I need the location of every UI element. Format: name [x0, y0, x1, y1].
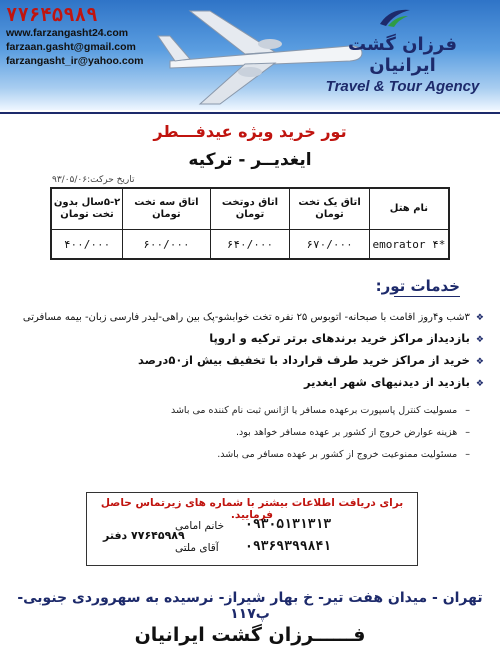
tour-title: تور خرید ویژه عیدفـــطر	[153, 122, 347, 141]
price-triple: ۶۰۰/۰۰۰	[123, 230, 211, 260]
contact-phone-1[interactable]: ۰۹۳۰۵۱۳۱۳۱۳	[245, 517, 332, 532]
service-text: ۳شب و۴روز اقامت با صبحانه- اتوبوس ۲۵ نفره تخت خوابشو-پک بین راهی-لیدر فارسی زبان- بیمه مسافرتی	[22, 312, 470, 323]
dash-icon: –	[465, 405, 470, 416]
bullet-icon: ❖	[475, 335, 484, 345]
departure-date: تاریخ حرکت:۹۳/۰۵/۰۶	[52, 175, 135, 185]
tour-destination: ایغدیــر - ترکیه	[188, 150, 312, 170]
brand-name-fa: فرزان گشت ایرانیان	[348, 34, 457, 76]
note-text: هزینه عوارض خروج از کشور بر عهده مسافر خواهد بود.	[236, 427, 458, 438]
bullet-icon: ❖	[475, 357, 484, 367]
header-banner	[0, 0, 500, 110]
bullet-icon: ❖	[475, 313, 484, 323]
note-text: مسولیت کنترل پاسپورت برعهده مسافر یا اژانس ثبت نام کننده می باشد	[170, 405, 458, 416]
list-item	[14, 328, 484, 350]
service-text: بازدید از دیدنیهای شهر ایغدیر	[303, 375, 470, 389]
header-phone: ۷۷۶۴۵۹۸۹	[6, 4, 98, 26]
price-child: ۴۰۰/۰۰۰	[51, 230, 123, 260]
list-item	[14, 372, 484, 394]
header-single: اتاق یک تخت تومان	[290, 188, 370, 230]
email-gmail[interactable]: farzaan.gasht@gmail.com	[6, 41, 136, 53]
website-link[interactable]: www.farzangasht24.com	[6, 27, 129, 39]
service-text: خرید از مراکز خرید طرف قرارداد با تخفیف بیش از۵۰درصد	[138, 353, 470, 367]
contact-box	[86, 492, 418, 566]
table-row	[51, 230, 449, 260]
price-table	[50, 187, 450, 260]
footer-brand-name: فــــــرزان گشت ایرانیان	[134, 624, 366, 646]
contact-box-title: برای دریافت اطلاعات بیشتر با شماره های زیرتماس حاصل فرمایید.	[100, 497, 404, 521]
price-double: ۶۴۰/۰۰۰	[210, 230, 290, 260]
header-triple: اتاق سه تخت تومان	[123, 188, 211, 230]
services-list	[14, 308, 484, 394]
brand-block	[315, 18, 490, 95]
contact-phone-2[interactable]: ۰۹۳۶۹۳۹۹۸۴۱	[245, 539, 332, 554]
contact-name-1: خانم امامی	[175, 520, 225, 532]
office-phone[interactable]: ۷۷۶۴۵۹۸۹ دفتر	[103, 529, 185, 542]
header-hotel: نام هتل	[369, 188, 449, 230]
table-header-row	[51, 188, 449, 230]
list-item	[14, 350, 484, 372]
services-underline	[394, 296, 460, 297]
contact-block	[6, 4, 206, 68]
services-heading: خدمات تور:	[375, 277, 460, 295]
list-item	[14, 308, 484, 328]
email-yahoo[interactable]: farzangasht_ir@yahoo.com	[6, 55, 144, 67]
header-child: ۵-۲سال بدون تخت تومان	[51, 188, 123, 230]
list-item	[30, 422, 470, 444]
service-text: بازدیداز مراکز خرید برندهای برتر ترکیه و اروپا	[209, 331, 470, 345]
list-item	[30, 444, 470, 466]
address: تهران - میدان هفت تیر- خ بهار شیراز- نرسیده به سهروردی جنوبی- پ۱۱۷	[17, 590, 483, 622]
divider	[0, 112, 500, 114]
dash-icon: –	[465, 449, 470, 460]
contact-name-2: آقای ملتی	[175, 542, 219, 554]
notes-list	[30, 400, 470, 466]
brand-name-en: Travel & Tour Agency	[325, 78, 480, 95]
bullet-icon: ❖	[475, 379, 484, 389]
list-item	[30, 400, 470, 422]
dash-icon: –	[465, 427, 470, 438]
note-text: مسئولیت ممنوعیت خروج از کشور بر عهده مسافر می باشد.	[217, 449, 458, 460]
price-single: ۶۷۰/۰۰۰	[290, 230, 370, 260]
hotel-name: emorator ۴*	[369, 230, 449, 260]
header-double: اتاق دوتخت تومان	[210, 188, 290, 230]
